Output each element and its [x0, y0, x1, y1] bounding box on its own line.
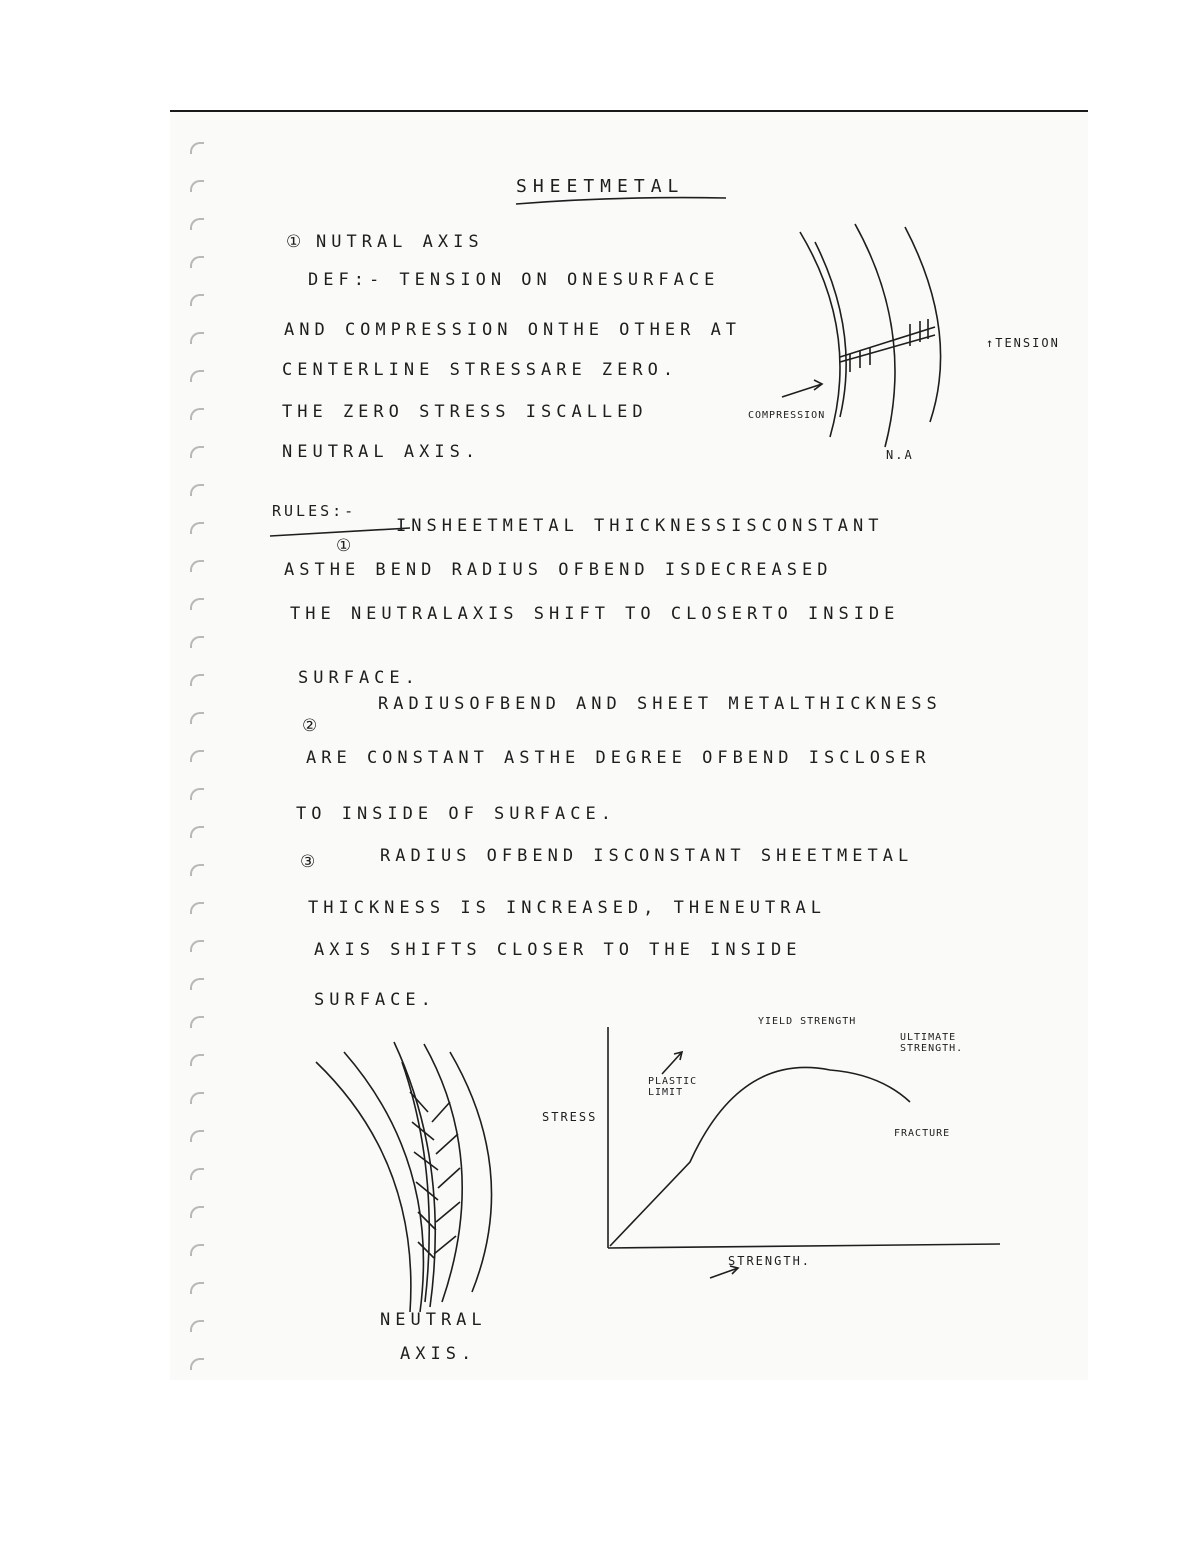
section1-line-5: NEUTRAL AXIS.: [282, 442, 481, 462]
bend-diagram: [740, 222, 980, 462]
rule1-line-4: SURFACE.: [298, 668, 420, 688]
neutral-axis-sketch: [310, 1032, 510, 1332]
rule2-line-1: RADIUSOFBEND AND SHEET METALTHICKNESS: [378, 694, 942, 714]
rule1-line-1: INSHEETMETAL THICKNESSISCONSTANT: [396, 516, 884, 536]
section1-line-1: DEF:- TENSION ON ONESURFACE: [308, 270, 720, 290]
section1-line-3: CENTERLINE STRESSARE ZERO.: [282, 360, 679, 380]
spiral-binding: [190, 112, 220, 1380]
section1-number: ①: [286, 232, 307, 252]
rule3-line-3: AXIS SHIFTS CLOSER TO THE INSIDE: [314, 940, 802, 960]
rule2-number: ②: [302, 716, 323, 736]
rule1-number: ①: [336, 536, 357, 556]
ultimate-strength-label: ULTIMATE STRENGTH.: [900, 1032, 964, 1054]
section1-line-2: AND COMPRESSION ONTHE OTHER AT: [284, 320, 742, 340]
compression-label: COMPRESSION: [748, 410, 826, 421]
stress-label: STRESS: [542, 1110, 598, 1124]
title-underline: [516, 194, 736, 208]
notebook-page: [170, 112, 1088, 1380]
tension-label: ↑TENSION: [986, 336, 1060, 350]
rule2-line-2: ARE CONSTANT ASTHE DEGREE OFBEND ISCLOSER: [306, 748, 931, 768]
neutral-axis-label-line1: NEUTRAL: [380, 1310, 487, 1330]
page-title: SHEETMETAL: [516, 176, 685, 197]
yield-strength-label: YIELD STRENGTH: [758, 1016, 857, 1027]
section1-heading: NUTRAL AXIS: [316, 232, 484, 252]
rule1-line-2: ASTHE BEND RADIUS OFBEND ISDECREASED: [284, 560, 833, 580]
rule3-line-4: SURFACE.: [314, 990, 436, 1010]
rules-heading: RULES:-: [272, 502, 357, 520]
neutral-axis-label-line2: AXIS.: [400, 1344, 477, 1364]
rule3-number: ③: [300, 852, 321, 872]
rule3-line-1: RADIUS OFBEND ISCONSTANT SHEETMETAL: [380, 846, 914, 866]
rule1-line-3: THE NEUTRALAXIS SHIFT TO CLOSERTO INSIDE: [290, 604, 900, 624]
fracture-label: FRACTURE: [894, 1128, 951, 1139]
na-label: N.A: [886, 448, 914, 462]
strength-label: STRENGTH.: [728, 1254, 812, 1268]
section1-line-4: THE ZERO STRESS ISCALLED: [282, 402, 648, 422]
rule2-line-3: TO INSIDE OF SURFACE.: [296, 804, 616, 824]
rule3-line-2: THICKNESS IS INCREASED, THENEUTRAL: [308, 898, 826, 918]
plastic-limit-label: PLASTIC LIMIT: [648, 1076, 698, 1098]
